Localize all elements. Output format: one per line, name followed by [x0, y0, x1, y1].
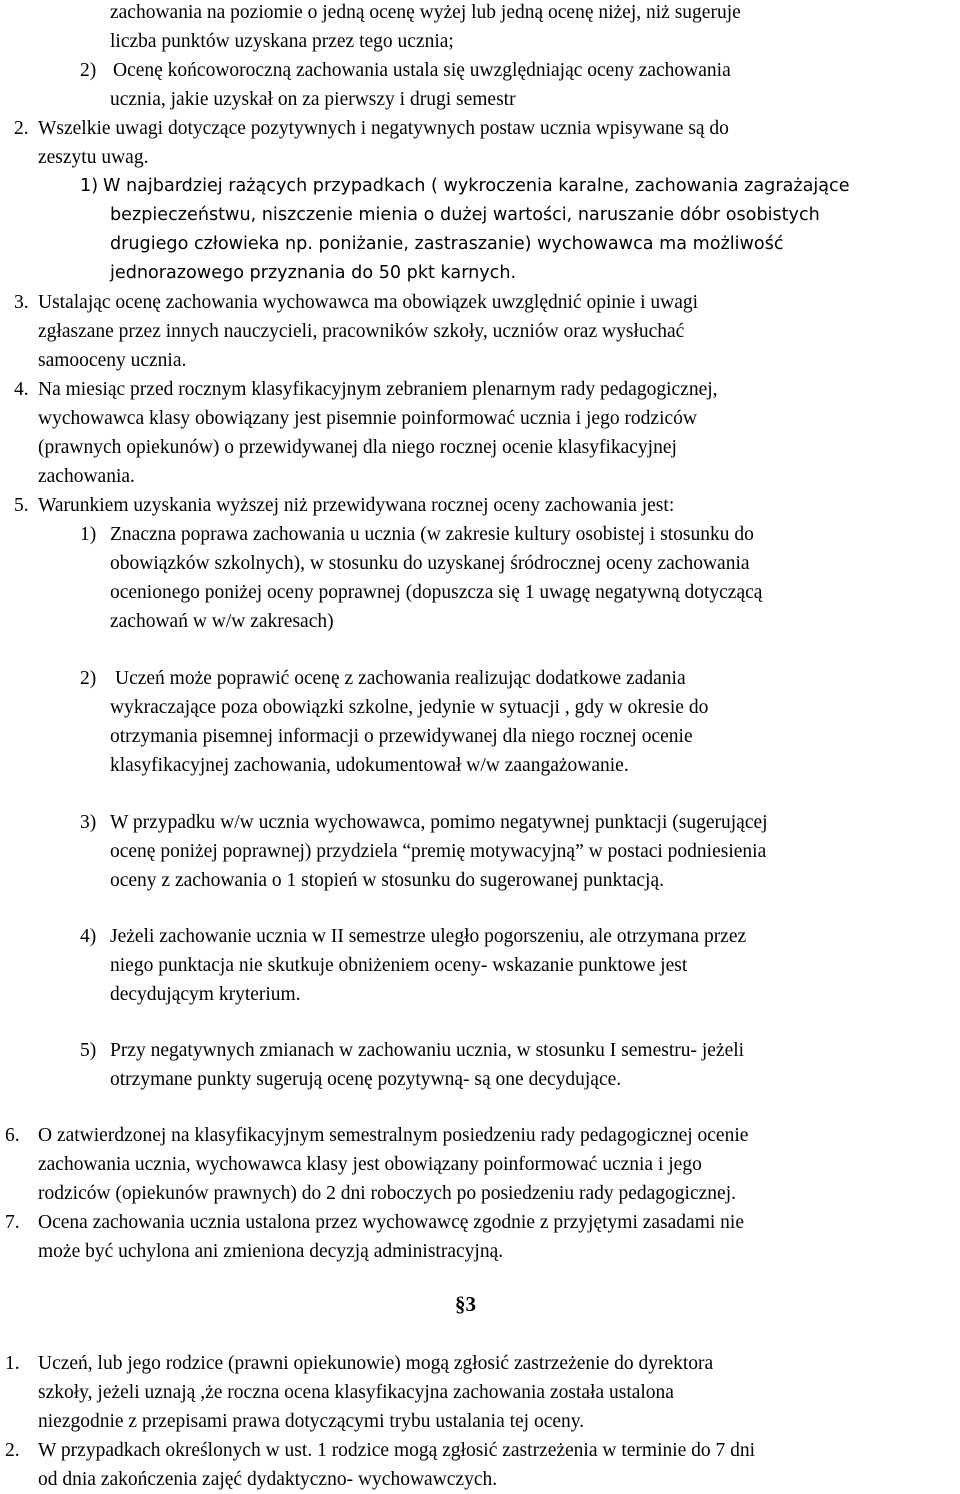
- text-line: liczba punktów uzyskana przez tego ucznia;: [110, 31, 454, 52]
- list-number: 1): [80, 524, 97, 545]
- text-line: decydującym kryterium.: [110, 984, 301, 1005]
- text-line: Uczeń może poprawić ocenę z zachowania realizując dodatkowe zadania: [115, 668, 686, 689]
- list-number: 3): [80, 812, 97, 833]
- text-line: (prawnych opiekunów) o przewidywanej dla niego rocznej ocenie klasyfikacyjnej: [38, 437, 677, 458]
- text-line: W przypadkach określonych w ust. 1 rodzice mogą zgłosić zastrzeżenia w terminie do 7 dni: [38, 1440, 756, 1461]
- text-line: otrzymania pisemnej informacji o przewidywanej dla niego rocznej ocenie: [110, 726, 693, 747]
- text-line: niezgodnie z przepisami prawa dotyczącymi trybu ustalania tej oceny.: [38, 1411, 585, 1432]
- text-line: szkoły, jeżeli uznają ,że roczna ocena klasyfikacyjna zachowania została ustalona: [38, 1382, 674, 1403]
- list-number: 2): [80, 60, 97, 81]
- text-line: wychowawca klasy obowiązany jest pisemnie poinformować ucznia i jego rodziców: [38, 408, 697, 429]
- text-line: Ustalając ocenę zachowania wychowawca ma obowiązek uwzględnić opinie i uwagi: [38, 292, 699, 313]
- text-line: niego punktacja nie skutkuje obniżeniem oceny- wskazanie punktowe jest: [110, 955, 688, 976]
- text-line: Jeżeli zachowanie ucznia w II semestrze uległo pogorszeniu, ale otrzymana przez: [110, 926, 747, 947]
- list-number: 1.: [5, 1353, 20, 1374]
- text-line: Warunkiem uzyskania wyższej niż przewidywana rocznej oceny zachowania jest:: [38, 495, 675, 516]
- text-line: może być uchylona ani zmieniona decyzją administracyjną.: [38, 1241, 504, 1262]
- text-line: klasyfikacyjnej zachowania, udokumentował w/w zaangażowanie.: [110, 755, 629, 776]
- list-number: 3.: [14, 292, 29, 313]
- text-line: Ocenę końcoworoczną zachowania ustala się uwzględniając oceny zachowania: [113, 60, 731, 81]
- text-line: wykraczające poza obowiązki szkolne, jedynie w sytuacji , gdy w okresie do: [110, 697, 709, 718]
- text-line: samooceny ucznia.: [38, 350, 187, 371]
- text-line: W przypadku w/w ucznia wychowawca, pomimo negatywnej punktacji (sugerującej: [110, 812, 768, 833]
- list-number: 4): [80, 926, 97, 947]
- list-number: 5): [80, 1040, 97, 1061]
- text-line: Ocena zachowania ucznia ustalona przez wychowawcę zgodnie z przyjętymi zasadami nie: [38, 1212, 744, 1233]
- text-line: drugiego człowieka np. poniżanie, zastraszanie) wychowawca ma możliwość: [110, 234, 784, 254]
- text-line: zachowania na poziomie o jedną ocenę wyżej lub jedną ocenę niżej, niż sugeruje: [110, 2, 741, 23]
- text-line: zeszytu uwag.: [38, 147, 149, 168]
- text-line: O zatwierdzonej na klasyfikacyjnym semestralnym posiedzeniu rady pedagogicznej ocenie: [38, 1125, 749, 1146]
- list-number: 5.: [14, 495, 29, 516]
- text-line: Uczeń, lub jego rodzice (prawni opiekunowie) mogą zgłosić zastrzeżenie do dyrektora: [38, 1353, 714, 1374]
- list-number: 2.: [5, 1440, 20, 1461]
- text-line: W najbardziej rażących przypadkach ( wykroczenia karalne, zachowania zagrażające: [103, 176, 850, 196]
- text-line: jednorazowego przyznania do 50 pkt karnych.: [110, 263, 517, 283]
- list-number: 1): [80, 176, 99, 196]
- text-line: ucznia, jakie uzyskał on za pierwszy i drugi semestr: [110, 89, 516, 110]
- list-number: 4.: [14, 379, 29, 400]
- text-line: zachowań w w/w zakresach): [110, 611, 334, 632]
- text-line: ocenę poniżej poprawnej) przydziela “premię motywacyjną” w postaci podniesienia: [110, 841, 767, 862]
- text-line: Znaczna poprawa zachowania u ucznia (w zakresie kultury osobistej i stosunku do: [110, 524, 754, 545]
- text-line: obowiązków szkolnych), w stosunku do uzyskanej śródrocznej oceny zachowania: [110, 553, 750, 574]
- list-number: 2): [80, 668, 97, 689]
- text-line: Przy negatywnych zmianach w zachowaniu ucznia, w stosunku I semestru- jeżeli: [110, 1040, 745, 1061]
- text-line: otrzymane punkty sugerują ocenę pozytywną- są one decydujące.: [110, 1069, 622, 1090]
- list-number: 6.: [5, 1125, 20, 1146]
- text-line: oceny z zachowania o 1 stopień w stosunku do sugerowanej punktacją.: [110, 870, 664, 891]
- text-line: Na miesiąc przed rocznym klasyfikacyjnym zebraniem plenarnym rady pedagogicznej,: [38, 379, 718, 400]
- text-line: ocenionego poniżej oceny poprawnej (dopuszcza się 1 uwagę negatywną dotyczącą: [110, 582, 763, 603]
- text-line: zachowania.: [38, 466, 135, 487]
- text-line: zgłaszane przez innych nauczycieli, pracowników szkoły, uczniów oraz wysłuchać: [38, 321, 685, 342]
- list-number: 2.: [14, 118, 29, 139]
- text-line: zachowania ucznia, wychowawca klasy jest obowiązany poinformować ucznia i jego: [38, 1154, 702, 1175]
- text-line: bezpieczeństwu, niszczenie mienia o dużej wartości, naruszanie dóbr osobistych: [110, 205, 820, 225]
- list-number: 7.: [5, 1212, 20, 1233]
- text-line: rodziców (opiekunów prawnych) do 2 dni roboczych po posiedzeniu rady pedagogicznej.: [38, 1183, 736, 1204]
- text-line: Wszelkie uwagi dotyczące pozytywnych i negatywnych postaw ucznia wpisywane są do: [38, 118, 729, 139]
- text-line: od dnia zakończenia zajęć dydaktyczno- wychowawczych.: [38, 1469, 498, 1490]
- section-heading: §3: [455, 1292, 476, 1316]
